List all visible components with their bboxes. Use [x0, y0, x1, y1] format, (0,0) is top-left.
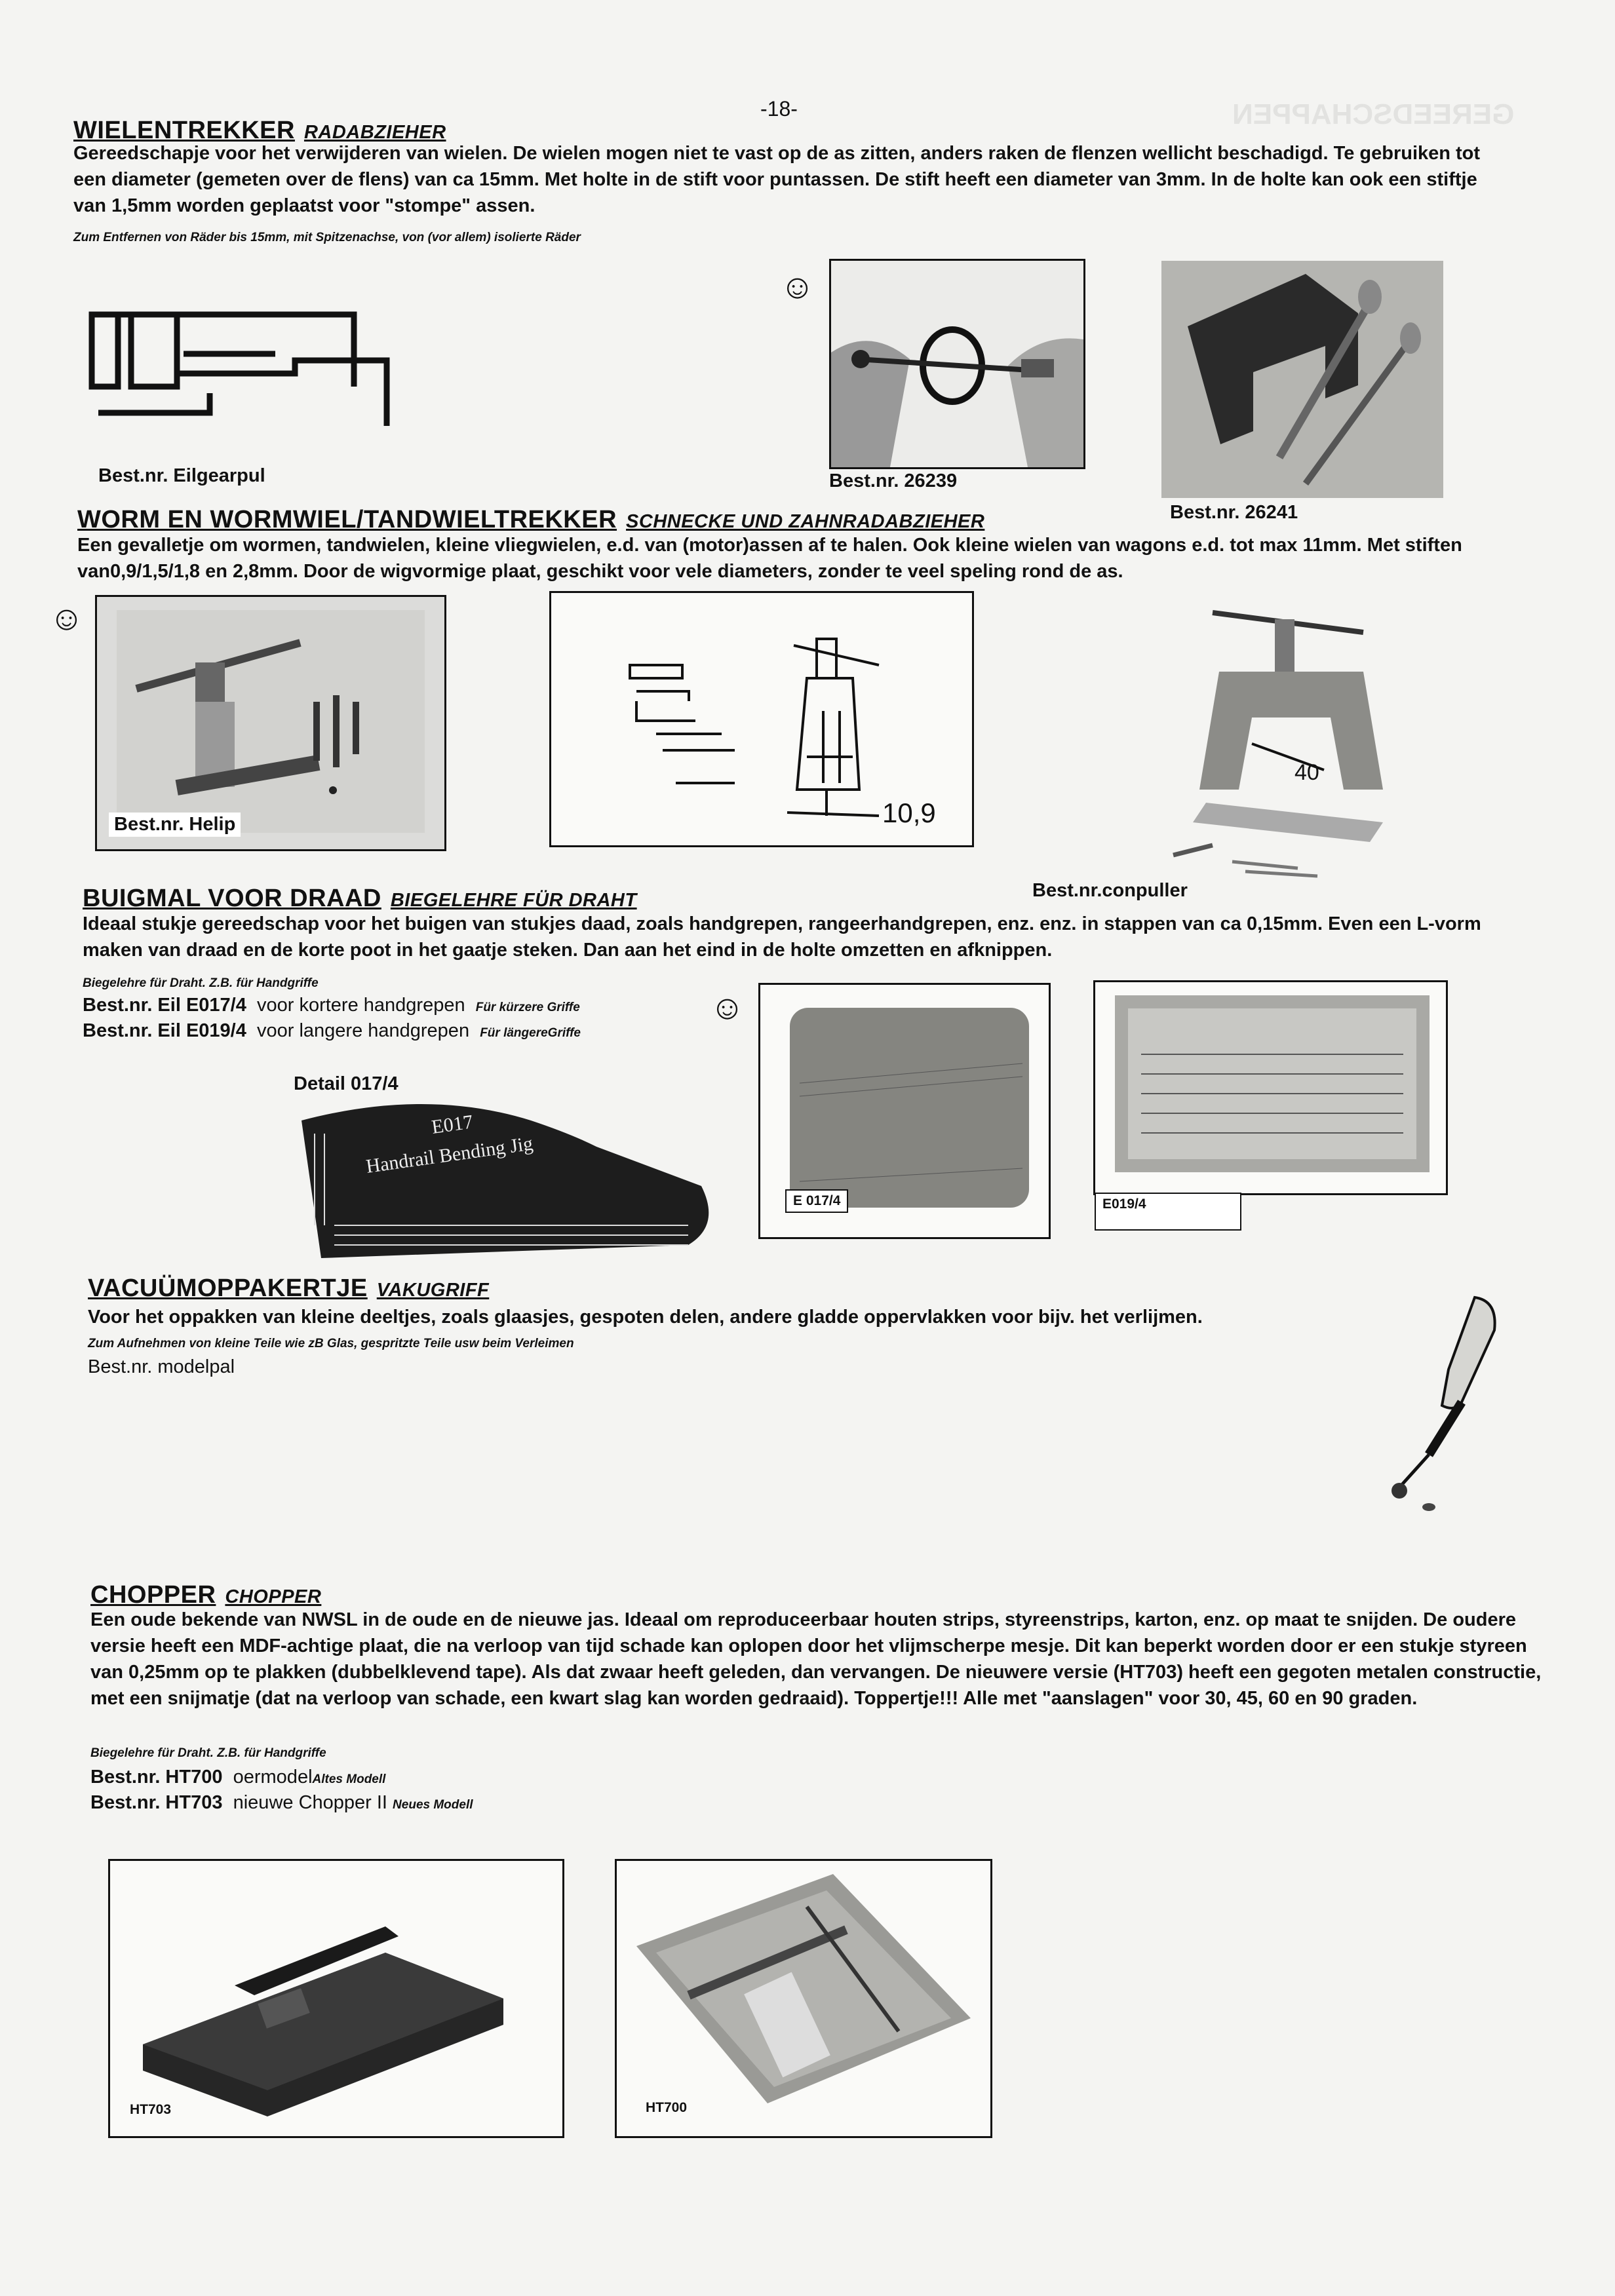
title: CHOPPER: [90, 1581, 216, 1609]
chopper-german: Biegelehre für Draht. Z.B. für Handgriffe: [90, 1746, 326, 1760]
buigmal-item-e017: [83, 995, 580, 1016]
buigmal-item-e019: [83, 1020, 581, 1042]
photo-conpuller: [1167, 593, 1416, 881]
title: BUIGMAL VOOR DRAAD: [83, 885, 381, 912]
photo-26241-puller: [1161, 261, 1443, 498]
photo-ht700-chopper: [615, 1859, 992, 2138]
label-26241: Best.nr. 26241: [1170, 502, 1298, 523]
vacuum-german: Zum Aufnehmen von kleine Teile wie zB Glas, gespritzte Teile usw beim Verleimen: [88, 1337, 574, 1350]
photo-ht703-chopper: [108, 1859, 564, 2138]
subtitle: RADABZIEHER: [303, 122, 446, 143]
title: VACUÜMOPPAKERTJE: [88, 1274, 368, 1302]
smiley-icon: ☺: [49, 600, 85, 638]
photo-wheel-puller-in-hand: [829, 259, 1085, 469]
page-number: -18-: [760, 97, 798, 121]
bleed-through-text: GEREEDSCHAPPEN: [1232, 98, 1515, 130]
item-desc: voor langere handgrepen: [256, 1020, 470, 1041]
wielentrekker-german: Zum Entfernen von Räder bis 15mm, mit Spitzenachse, von (vor allem) isolierte Räder: [73, 231, 581, 244]
jig-label-e017: E017: [430, 1111, 475, 1138]
label-modelpal: Best.nr. modelpal: [88, 1356, 235, 1377]
label-helip: Best.nr. Helip: [114, 814, 236, 835]
caption-ht700: HT700: [646, 2100, 688, 2115]
item-code: Best.nr. Eil E017/4: [83, 995, 246, 1016]
item-desc: oermodel: [233, 1767, 313, 1788]
label-eilgearpul: Best.nr. Eilgearpul: [98, 465, 265, 486]
worm-text: Een gevalletje om wormen, tandwielen, kleine vliegwielen, e.d. van (motor)assen af te halen. Ook kleine wielen van wagons e.d. tot max 11mm. Met stiften van0,9/1,5/1,8 en 2,8mm. Door de wigvormige plaat, geschikt voor vele diameters, zonder te veel speling rond de as.: [77, 535, 1462, 582]
chopper-item-ht703: [90, 1792, 473, 1814]
smiley-icon: ☺: [780, 268, 815, 306]
item-desc: nieuwe Chopper II: [233, 1792, 387, 1813]
label-helip-box: [109, 813, 241, 837]
buigmal-german: Biegelehre für Draht. Z.B. für Handgriffe: [83, 976, 319, 990]
chopper-text: Een oude bekende van NWSL in de oude en de nieuwe jas. Ideaal om reproduceerbaar houten strips, styreenstrips, karton, enz. op maat te snijden. De oudere versie heeft een MDF-achtige plaat, die na verloop van tijd schade kan oplopen door het vlijmscherpe mesje. Dit kan beperkt worden door er een stukje styreen van 0,25mm op te plakken (dubbelklevend tape). Als dat zwaar heeft geleden, dan vervangen. De nieuwere versie (HT703) heeft een gegoten metalen constructie, met een snijmatje (dat na verloop van schade, een kwart slag kan worden gedraaid). Toppertje!!! Alle met "aanslagen" voor 30, 45, 60 en 90 graden.: [90, 1609, 1542, 1709]
photo-e019-jig: [1093, 980, 1448, 1195]
item-desc: voor kortere handgrepen: [256, 995, 465, 1016]
drawing-note-dimension: 10,9: [882, 797, 936, 828]
title: WORM EN WORMWIEL/TANDWIELTREKKER: [77, 506, 617, 533]
caption-ht703: HT703: [130, 2102, 172, 2117]
puller-technical-drawing: [549, 591, 974, 847]
section-title-buigmal: [83, 885, 637, 913]
jig-detail-image: [295, 1094, 721, 1265]
buigmal-text: Ideaal stukje gereedschap voor het buigen van stukjes daad, zoals handgrepen, rangeerhandgrepen, enz. enz. in stappen van ca 0,15mm. Even een L-vorm maken van draad en de korte poot in het gaatje steken. Dan aan het eind in de holte omzetten en afknippen.: [83, 913, 1481, 961]
vacuum-text: Voor het oppakken van kleine deeltjes, zoals glaasjes, gespoten delen, andere gladde oppervlakken voor bijv. het verlijmen.: [88, 1307, 1203, 1328]
vacuum-pen-drawing: [1363, 1291, 1534, 1533]
label-26239: Best.nr. 26239: [829, 470, 958, 491]
item-code: Best.nr. HT703: [90, 1792, 223, 1813]
subtitle: CHOPPER: [225, 1586, 322, 1607]
item-german: Neues Modell: [393, 1798, 473, 1812]
item-german: Für längereGriffe: [480, 1026, 581, 1040]
subtitle: VAKUGRIFF: [376, 1280, 490, 1301]
item-german: Für kürzere Griffe: [475, 1001, 580, 1014]
subtitle: SCHNECKE UND ZAHNRADABZIEHER: [626, 511, 985, 532]
caption-e019: E019/4: [1095, 1193, 1241, 1231]
item-code: Best.nr. Eil E019/4: [83, 1020, 246, 1041]
section-title-worm: [77, 506, 984, 534]
drawing-note-40: 40: [1294, 760, 1319, 785]
subtitle: BIEGELEHRE FÜR DRAHT: [390, 890, 637, 911]
section-title-chopper: [90, 1581, 321, 1609]
caption-e017: E 017/4: [785, 1189, 848, 1213]
chopper-item-ht700: [90, 1767, 385, 1788]
smiley-icon: ☺: [710, 989, 745, 1027]
section-title-vacuum: [88, 1274, 489, 1303]
wheel-puller-drawing: [79, 295, 419, 446]
jig-label-text: Handrail Bending Jig: [364, 1132, 535, 1177]
wielentrekker-text: Gereedschapje voor het verwijderen van wielen. De wielen mogen niet te vast op de as zitten, anders raken de flenzen wellicht beschadigd. Te gebruiken tot een diameter (gemeten over de flens) van ca 15mm. Met holte in de stift voor puntassen. De stift heeft een diameter van 3mm. In de holte kan ook een stiftje van 1,5mm worden geplaatst voor "stompe" assen.: [73, 143, 1481, 216]
item-german: Altes Modell: [312, 1772, 386, 1786]
title: WIELENTREKKER: [73, 117, 295, 144]
label-conpuller: Best.nr.conpuller: [1032, 880, 1188, 901]
item-code: Best.nr. HT700: [90, 1767, 223, 1788]
detail-017-label: Detail 017/4: [294, 1073, 399, 1094]
